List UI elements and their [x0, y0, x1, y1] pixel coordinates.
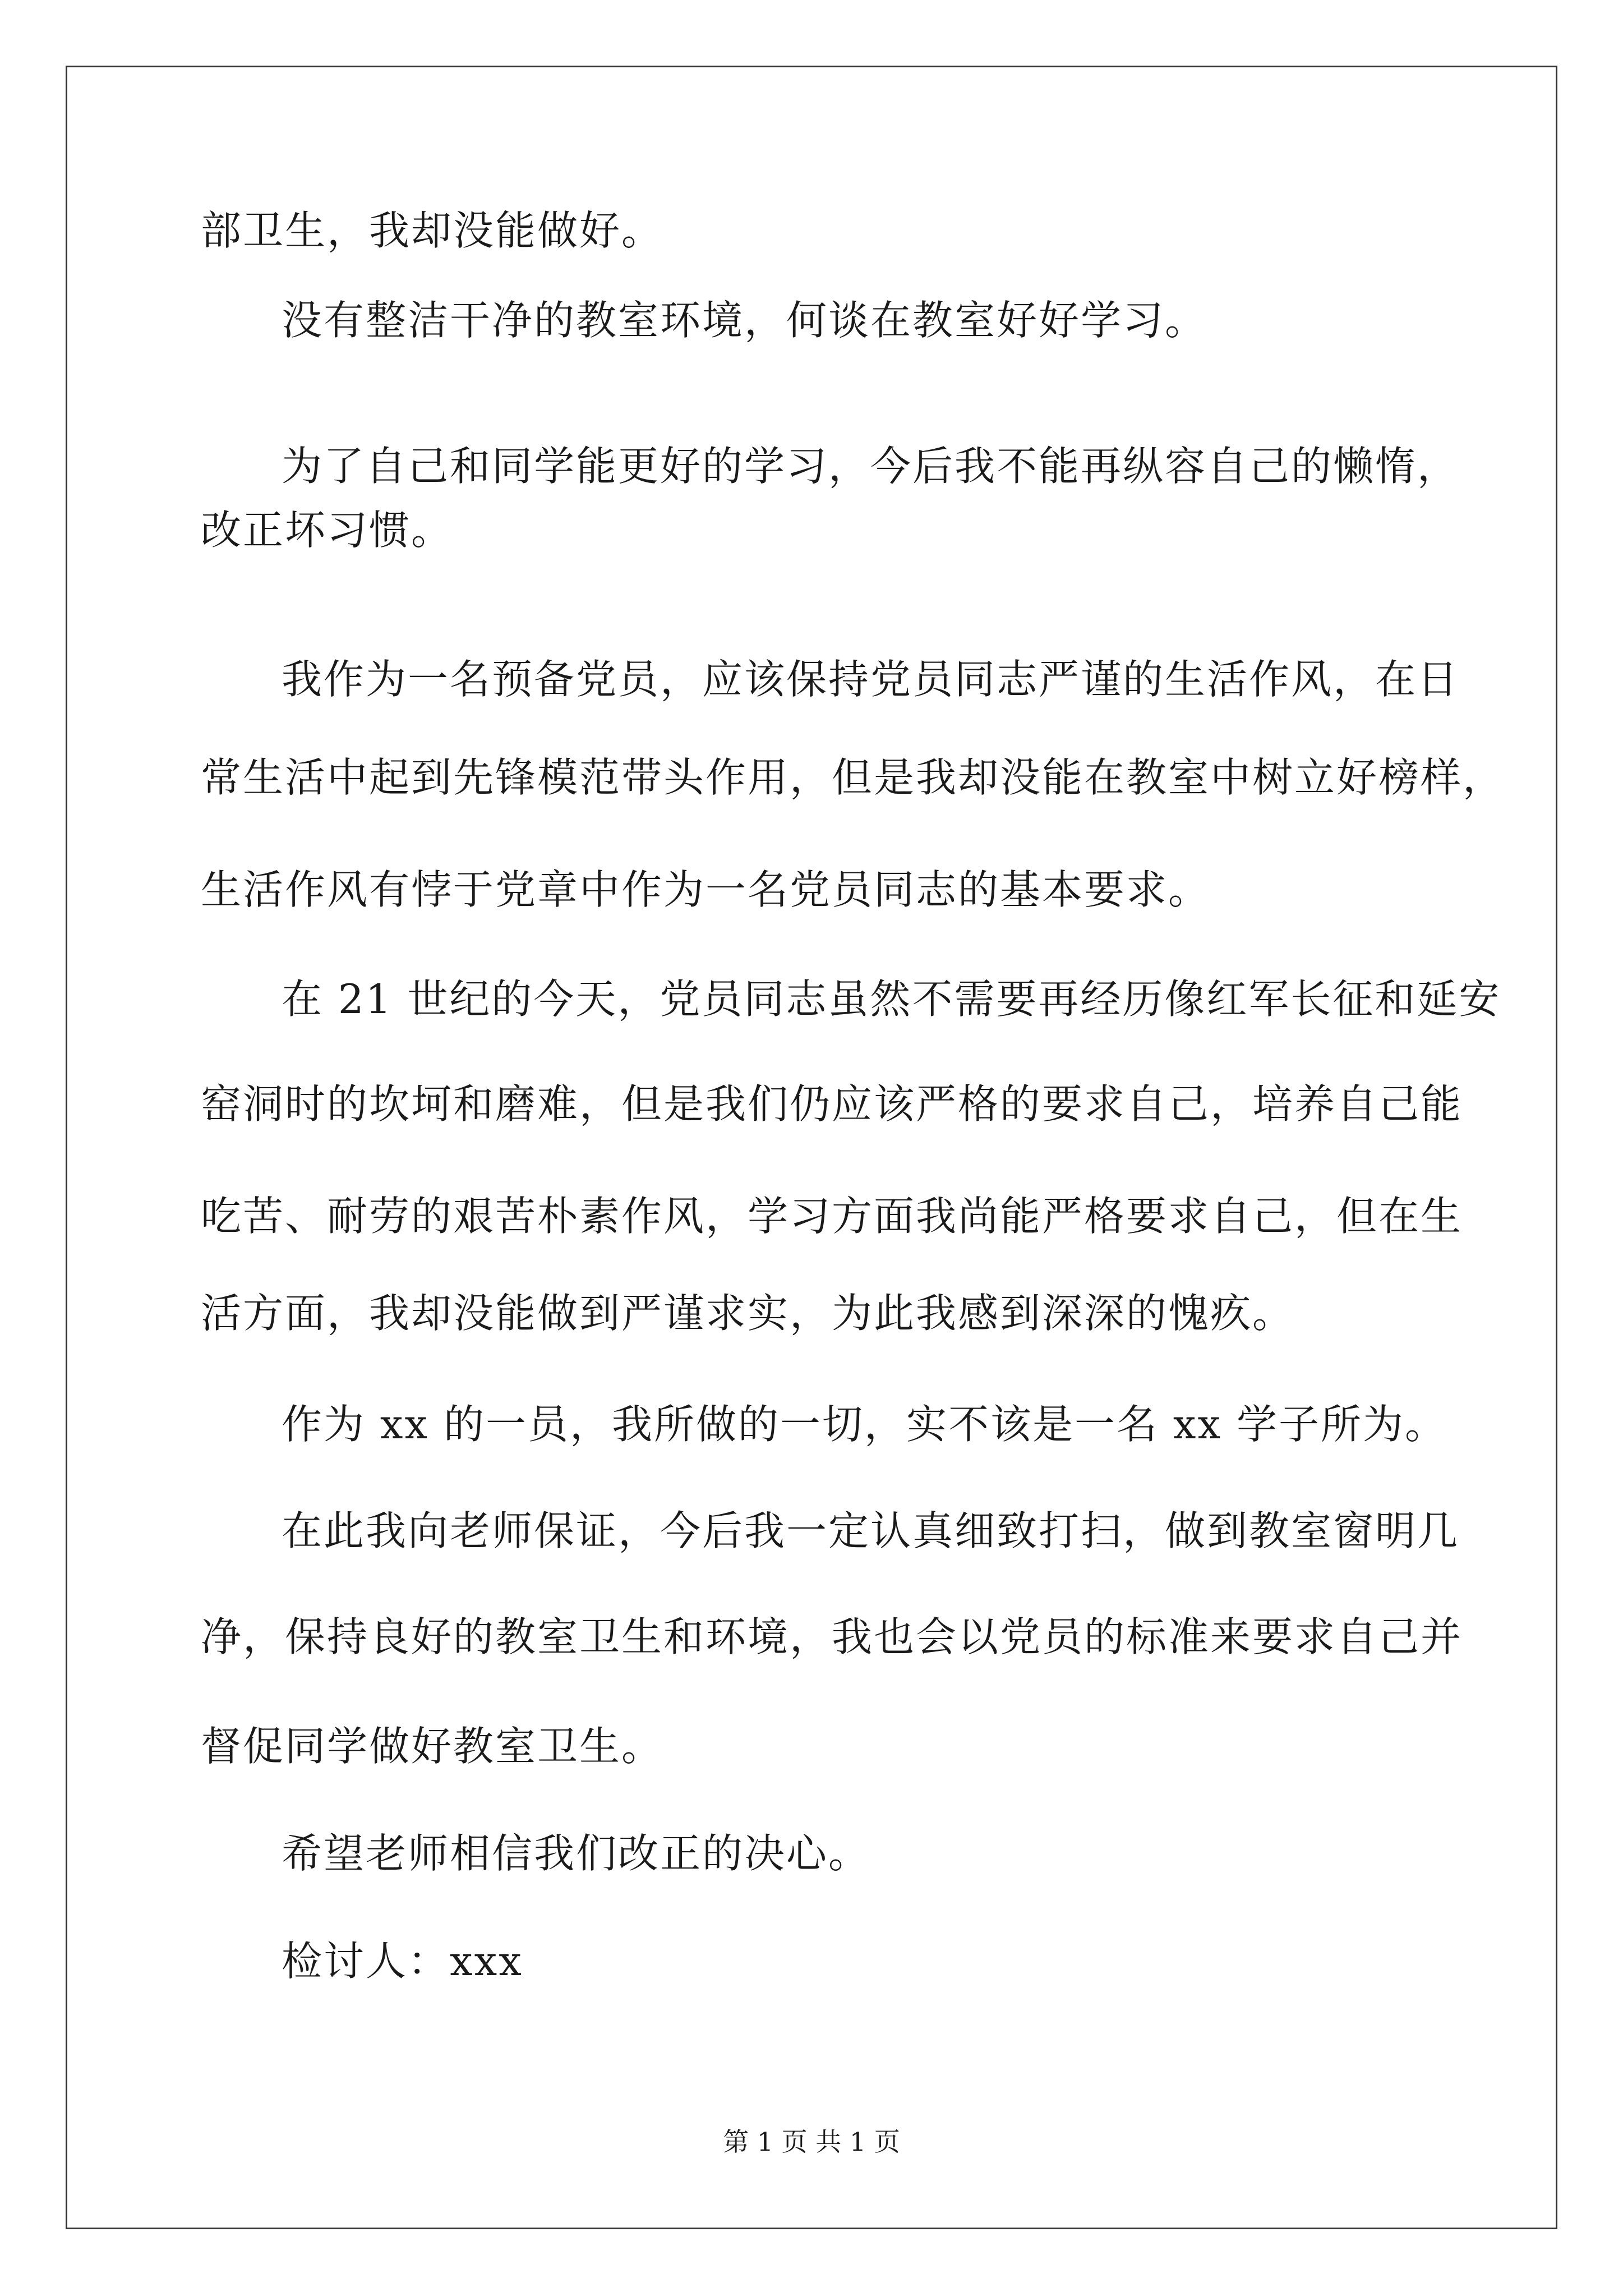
text-line: 部卫生，我却没能做好。 [201, 207, 664, 254]
signature-line: 检讨人：xxx [282, 1938, 523, 1985]
text-line: 希望老师相信我们改正的决心。 [282, 1830, 871, 1877]
text-line: 没有整洁干净的教室环境，何谈在教室好好学习。 [282, 297, 1207, 344]
page-number: 第 1 页 共 1 页 [723, 2127, 900, 2157]
text-line: 净，保持良好的教室卫生和环境，我也会以党员的标准来要求自己并 [201, 1613, 1463, 1660]
text-line: 作为 xx 的一员，我所做的一切，实不该是一名 xx 学子所为。 [282, 1401, 1447, 1448]
text-line: 改正坏习惯。 [201, 507, 454, 554]
text-line: 活方面，我却没能做到严谨求实，为此我感到深深的愧疚。 [201, 1290, 1295, 1337]
text-line: 生活作风有悖于党章中作为一名党员同志的基本要求。 [201, 866, 1211, 913]
text-line: 在此我向老师保证，今后我一定认真细致打扫，做到教室窗明几 [282, 1507, 1460, 1554]
text-line: 督促同学做好教室卫生。 [201, 1723, 664, 1770]
text-line: 吃苦、耐劳的艰苦朴素作风，学习方面我尚能严格要求自己，但在生 [201, 1193, 1463, 1240]
text-line: 窑洞时的坎坷和磨难，但是我们仍应该严格的要求自己，培养自己能 [201, 1080, 1463, 1128]
text-line: 常生活中起到先锋模范带头作用，但是我却没能在教室中树立好榜样， [201, 754, 1505, 801]
page-border [66, 66, 1557, 2229]
text-line: 我作为一名预备党员，应该保持党员同志严谨的生活作风，在日 [282, 656, 1460, 703]
text-line: 在 21 世纪的今天，党员同志虽然不需要再经历像红军长征和延安 [282, 976, 1501, 1023]
text-line: 为了自己和同学能更好的学习，今后我不能再纵容自己的懒惰， [282, 443, 1460, 490]
